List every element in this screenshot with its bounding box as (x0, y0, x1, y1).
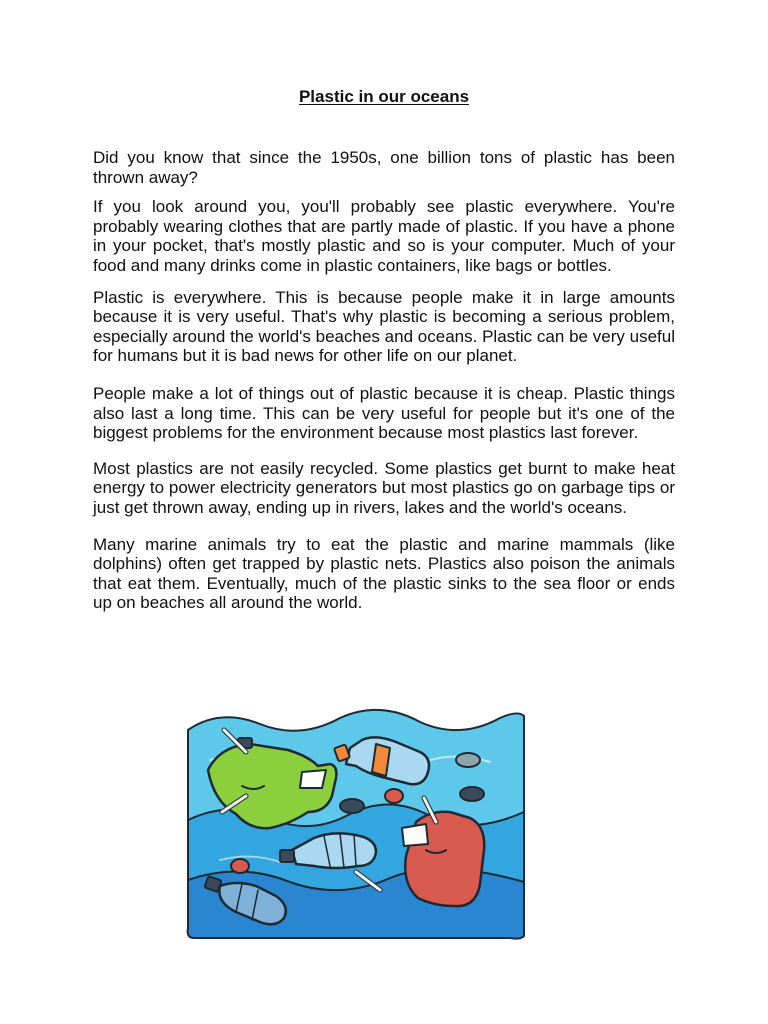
paragraph-2: If you look around you, you'll probably see plastic everywhere. You're probably wearing clothes that are partly made of plastic. If you have a phone in your pocket, that's mostly plastic and so is your computer. Much of your food and many drinks come in plastic containers, like bags or bottles. (93, 197, 675, 275)
paragraph-6: Many marine animals try to eat the plastic and marine mammals (like dolphins) often get trapped by plastic nets. Plastics also poison the animals that eat them. Eventually, much of the plastic sinks to the sea floor or ends up on beaches all around the world. (93, 534, 675, 613)
paragraph-3: Plastic is everywhere. This is because people make it in large amounts because it is very useful. That's why plastic is becoming a serious problem, especially around the world's beaches and oceans. Plastic can be very useful for humans but it is bad news for other life on our planet. (93, 287, 675, 366)
paragraph-4: People make a lot of things out of plastic because it is cheap. Plastic things also last a long time. This can be very useful for people but it's one of the biggest problems for the environment because most plastics last forever. (93, 383, 675, 443)
red-jug-icon (402, 812, 484, 906)
document-body (93, 148, 675, 623)
bottle-cap-icon (385, 789, 403, 803)
bottle-cap-icon (340, 799, 364, 813)
bottle-cap-icon (456, 753, 480, 767)
bottle-cap-icon (231, 859, 249, 873)
paragraph-5: Most plastics are not easily recycled. Some plastics get burnt to make heat energy to power electricity generators but most plastics go on garbage tips or just get thrown away, ending up in rivers, lakes and the world's oceans. (93, 458, 675, 517)
paragraph-1: Did you know that since the 1950s, one billion tons of plastic has been thrown away? (93, 148, 675, 187)
ocean-plastic-pollution-icon (180, 700, 530, 940)
document-title: Plastic in our oceans (298, 87, 470, 106)
bottle-cap-icon (460, 787, 484, 801)
